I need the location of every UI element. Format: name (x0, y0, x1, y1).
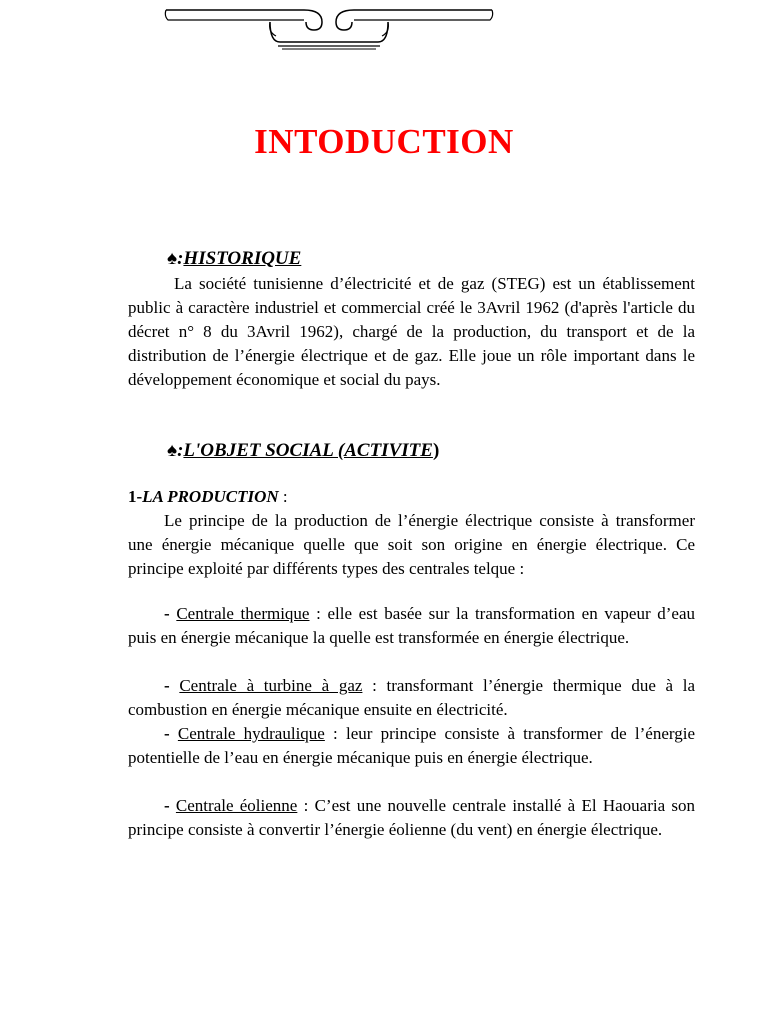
list-item-centrale-hydraulique (128, 722, 695, 770)
bullet-dash: - (164, 604, 170, 623)
paragraph-historique (128, 272, 695, 392)
list-item-centrale-eolienne (128, 794, 695, 842)
subheading-production (128, 485, 288, 509)
heading-text: HISTORIQUE (183, 248, 302, 269)
bullet-dash: - (164, 796, 170, 815)
item-name: Centrale hydraulique (177, 724, 325, 743)
item-text: : leur principe consiste à transformer de l’énergie potentielle de l’eau en énergie mécanique puis en énergie électrique. (128, 724, 696, 767)
page-title: INTODUCTION (254, 122, 514, 161)
scroll-banner-ornament (164, 8, 494, 52)
item-text: : C’est une nouvelle centrale installé à El Haouaria son principe consiste à convertir l’énergie éolienne (du vent) en énergie électrique. (128, 796, 695, 839)
list-item-centrale-thermique (128, 602, 695, 650)
paragraph-principe (128, 509, 695, 581)
list-item-centrale-turbine-gaz (128, 674, 695, 722)
section-heading-objet-social (167, 440, 439, 462)
subheading-number: 1- (128, 487, 143, 506)
item-text: : transformant l’énergie thermique due à la combustion en énergie mécanique ensuite en électricité. (128, 676, 696, 719)
paragraph-text: La société tunisienne d’électricité et de gaz (STEG) est un établissement public à caractère industriel et commercial créé le 3Avril 1962 (d'après l'article du décret n° 8 du 3Avril 1962), chargé de la production, du transport et de la distribution de l’énergie électrique et de gaz. Elle joue un rôle important dans le développement économique et social du pays. (128, 274, 695, 389)
spade-icon: ♠: (167, 248, 184, 269)
subheading-suffix: : (278, 487, 288, 506)
bullet-dash: - (164, 724, 170, 743)
bullet-dash: - (164, 676, 170, 695)
item-text: : elle est basée sur la transformation en vapeur d’eau puis en énergie mécanique la quelle est transformée en énergie électrique. (128, 604, 696, 647)
subheading-label: LA PRODUCTION (142, 487, 279, 506)
spade-icon: ♠: (167, 440, 184, 461)
item-name: Centrale à turbine à gaz (179, 676, 363, 695)
heading-close: ) (432, 440, 440, 461)
section-heading-historique (167, 248, 301, 270)
paragraph-text: Le principe de la production de l’énergie électrique consiste à transformer une énergie mécanique quelle que soit son origine en énergie électrique. Ce principe exploité par différents types des centrales telque : (128, 511, 695, 578)
item-name: Centrale éolienne (175, 796, 298, 815)
item-name: Centrale thermique (176, 604, 310, 623)
heading-text: L'OBJET SOCIAL (ACTIVITE (183, 440, 433, 461)
